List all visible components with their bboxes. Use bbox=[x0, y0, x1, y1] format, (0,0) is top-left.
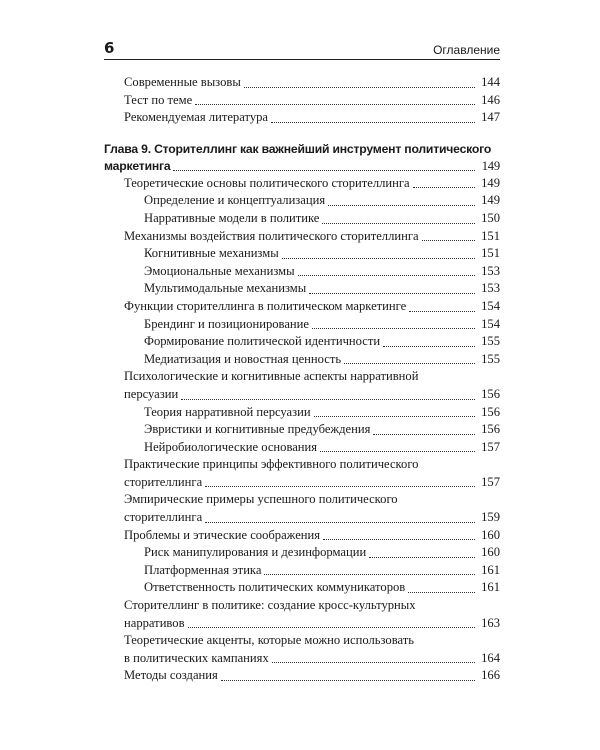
toc-entry-title: Мультимодальные механизмы bbox=[144, 281, 307, 296]
toc-subentry[interactable] bbox=[104, 421, 500, 439]
chapter-page: 149 bbox=[481, 158, 500, 173]
toc-entry-title: Формирование политической идентичности bbox=[144, 334, 381, 349]
dot-leader bbox=[272, 662, 475, 663]
toc-entry-page: 163 bbox=[481, 615, 500, 630]
toc-entry-page: 159 bbox=[481, 510, 500, 525]
chapter-heading[interactable] bbox=[104, 141, 500, 175]
toc-entry[interactable] bbox=[104, 667, 500, 685]
toc-entry[interactable] bbox=[104, 368, 500, 403]
dot-leader bbox=[271, 122, 475, 123]
toc-entry-page: 147 bbox=[481, 110, 500, 125]
toc-subentry[interactable] bbox=[104, 263, 500, 281]
toc-entry[interactable] bbox=[104, 109, 500, 127]
dot-leader bbox=[422, 240, 475, 241]
toc-subentry[interactable] bbox=[104, 579, 500, 597]
dot-leader bbox=[244, 87, 475, 88]
toc-subentry[interactable] bbox=[104, 280, 500, 298]
toc-entry-page: 160 bbox=[481, 545, 500, 560]
toc-entry-page: 149 bbox=[481, 175, 500, 190]
toc-entry-title: Эвристики и когнитивные предубеждения bbox=[144, 422, 371, 437]
toc-entry-title: Функции сторителлинга в политическом маркетинге bbox=[124, 298, 407, 313]
toc-entry-title: Нейробиологические основания bbox=[144, 439, 318, 454]
toc-entry-title: Когнитивные механизмы bbox=[144, 246, 279, 261]
toc-entry-title: Рекомендуемая литература bbox=[124, 110, 269, 125]
toc-entry-page: 153 bbox=[481, 263, 500, 278]
toc-entry-title: Современные вызовы bbox=[124, 75, 241, 89]
toc-entry-page: 161 bbox=[481, 580, 500, 595]
dot-leader bbox=[323, 539, 475, 540]
dot-leader bbox=[373, 434, 475, 435]
toc-entry[interactable] bbox=[104, 175, 500, 193]
page-number: 6 bbox=[104, 39, 115, 57]
toc-entry-title-line-2: в политических кампаниях bbox=[124, 650, 269, 665]
toc-entry-title: Платформенная этика bbox=[144, 562, 262, 577]
toc-entry-title-line-2: персуазии bbox=[124, 386, 179, 401]
toc-entry-page: 151 bbox=[481, 228, 500, 243]
toc-entry[interactable] bbox=[104, 74, 500, 92]
toc-entry-page: 161 bbox=[481, 562, 500, 577]
toc-subentry[interactable] bbox=[104, 192, 500, 210]
toc-entry-title: Брендинг и позиционирование bbox=[144, 316, 309, 331]
toc-entry-page: 155 bbox=[481, 334, 500, 349]
toc-entry-title-line-1: Эмпирические примеры успешного политического bbox=[124, 492, 398, 507]
dot-leader bbox=[369, 557, 475, 558]
toc-entry-title-line-2: нарративов bbox=[124, 615, 185, 630]
toc-entry-page: 157 bbox=[481, 439, 500, 454]
dot-leader bbox=[298, 275, 475, 276]
dot-leader bbox=[282, 258, 475, 259]
dot-leader bbox=[314, 416, 475, 417]
toc-entry-title: Медиатизация и новостная ценность bbox=[144, 351, 342, 366]
toc-entry-page: 156 bbox=[481, 422, 500, 437]
dot-leader bbox=[328, 205, 475, 206]
toc-subentry[interactable] bbox=[104, 404, 500, 422]
toc-entry-page: 156 bbox=[481, 404, 500, 419]
dot-leader bbox=[181, 399, 475, 400]
toc-entry-title: Ответственность политических коммуникаторов bbox=[144, 580, 406, 595]
toc-entry-title-line-1: Теоретические акценты, которые можно использовать bbox=[124, 633, 414, 648]
dot-leader bbox=[221, 680, 475, 681]
toc-entry-page: 154 bbox=[481, 298, 500, 313]
dot-leader bbox=[408, 592, 475, 593]
toc-entry-title: Эмоциональные механизмы bbox=[144, 263, 295, 278]
toc-subentry[interactable] bbox=[104, 562, 500, 580]
dot-leader bbox=[409, 311, 475, 312]
dot-leader bbox=[195, 104, 475, 105]
toc-entry-title-line-1: Практические принципы эффективного политического bbox=[124, 457, 419, 472]
toc-entry-title: Методы создания bbox=[124, 668, 218, 683]
toc-subentry[interactable] bbox=[104, 333, 500, 351]
toc-entry-title: Теория нарративной персуазии bbox=[144, 404, 311, 419]
running-head bbox=[104, 30, 500, 60]
dot-leader bbox=[413, 187, 475, 188]
toc-subentry[interactable] bbox=[104, 245, 500, 263]
toc-entry-title-line-1: Сторителлинг в политике: создание кросс-культурных bbox=[124, 598, 416, 613]
toc-entry-title-line-2: сторителлинга bbox=[124, 474, 203, 489]
toc-subentry[interactable] bbox=[104, 351, 500, 369]
toc-entry-page: 153 bbox=[481, 281, 500, 296]
chapter-title-line-1: Глава 9. Сторителлинг как важнейший инструмент политического bbox=[104, 141, 492, 156]
toc-entry-title: Теоретические основы политического сторителлинга bbox=[124, 175, 410, 190]
dot-leader bbox=[344, 363, 475, 364]
toc-entry-title-line-2: сторителлинга bbox=[124, 510, 203, 525]
toc-entry[interactable] bbox=[104, 228, 500, 246]
dot-leader bbox=[205, 486, 475, 487]
dot-leader bbox=[205, 522, 475, 523]
toc-entry[interactable] bbox=[104, 456, 500, 491]
toc-entry-title: Определение и концептуализация bbox=[144, 193, 326, 208]
toc-entry-page: 155 bbox=[481, 351, 500, 366]
dot-leader bbox=[322, 223, 475, 224]
toc-entry[interactable] bbox=[104, 527, 500, 545]
dot-leader bbox=[264, 574, 475, 575]
running-head-section: Оглавление bbox=[433, 43, 500, 57]
dot-leader bbox=[309, 293, 475, 294]
toc-entry[interactable] bbox=[104, 298, 500, 316]
dot-leader bbox=[312, 328, 475, 329]
toc-entry-page: 149 bbox=[481, 193, 500, 208]
toc-entry-title: Нарративные модели в политике bbox=[144, 210, 320, 225]
toc-entry-title: Тест по теме bbox=[124, 92, 193, 107]
toc-entry-page: 157 bbox=[481, 474, 500, 489]
dot-leader bbox=[173, 170, 475, 171]
toc-entry-page: 154 bbox=[481, 316, 500, 331]
dot-leader bbox=[383, 346, 475, 347]
toc-entry-title: Проблемы и этические соображения bbox=[124, 527, 321, 542]
dot-leader bbox=[188, 627, 475, 628]
toc-subentry[interactable] bbox=[104, 544, 500, 562]
toc-entry-page: 144 bbox=[481, 75, 500, 89]
toc-entry[interactable] bbox=[104, 597, 500, 632]
toc-entry-page: 150 bbox=[481, 210, 500, 225]
toc-entry[interactable] bbox=[104, 92, 500, 110]
toc-entry-title-line-1: Психологические и когнитивные аспекты нарративной bbox=[124, 369, 419, 384]
dot-leader bbox=[320, 451, 475, 452]
toc-entry-page: 156 bbox=[481, 386, 500, 401]
chapter-title-line-2: маркетинга bbox=[104, 158, 171, 173]
table-of-contents bbox=[104, 74, 500, 685]
toc-entry-title: Механизмы воздействия политического сторителлинга bbox=[124, 228, 419, 243]
toc-entry-page: 151 bbox=[481, 246, 500, 261]
toc-subentry[interactable] bbox=[104, 210, 500, 228]
toc-entry[interactable] bbox=[104, 632, 500, 667]
toc-entry-page: 164 bbox=[481, 650, 500, 665]
toc-subentry[interactable] bbox=[104, 316, 500, 334]
toc-entry[interactable] bbox=[104, 491, 500, 526]
toc-entry-page: 146 bbox=[481, 92, 500, 107]
toc-entry-title: Риск манипулирования и дезинформации bbox=[144, 545, 367, 560]
toc-subentry[interactable] bbox=[104, 439, 500, 457]
toc-entry-page: 166 bbox=[481, 668, 500, 683]
toc-entry-page: 160 bbox=[481, 527, 500, 542]
